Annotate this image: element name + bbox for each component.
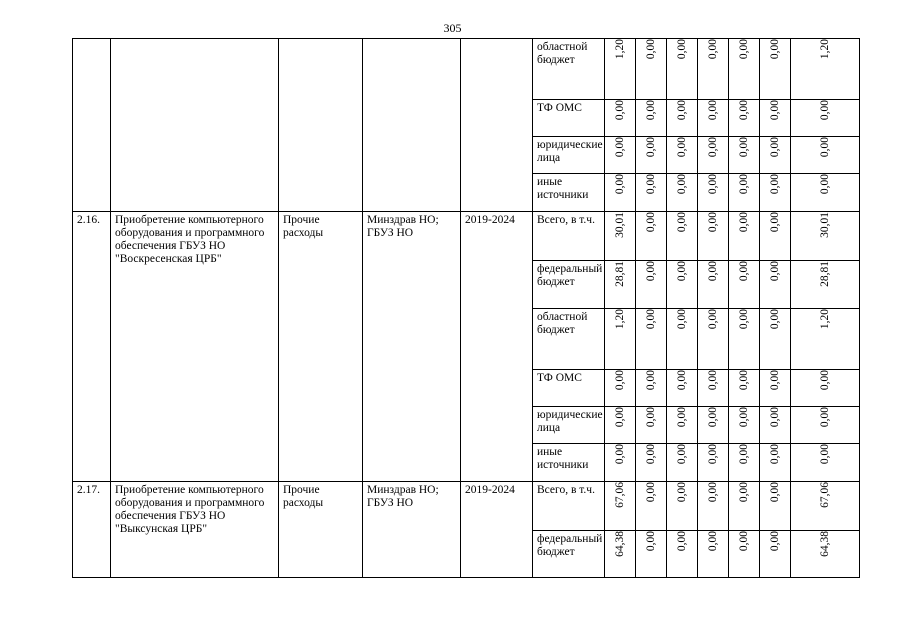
measure-name-cell: [111, 39, 279, 212]
value-cell: 0,00: [605, 174, 636, 212]
value-cell: 0,00: [667, 444, 698, 482]
source-cell: федеральный бюджет: [533, 261, 605, 309]
total-cell: 0,00: [791, 100, 860, 137]
source-cell: Всего, в т.ч.: [533, 482, 605, 531]
number-cell: 2.17.: [73, 482, 111, 578]
value-cell: 0,00: [636, 407, 667, 444]
value-cell: 0,00: [636, 482, 667, 531]
total-cell: 0,00: [791, 444, 860, 482]
value-cell: 0,00: [760, 212, 791, 261]
value-cell: 0,00: [667, 212, 698, 261]
value-cell: 0,00: [698, 137, 729, 174]
value-cell: 0,00: [667, 482, 698, 531]
value-cell: 0,00: [667, 174, 698, 212]
total-cell: 30,01: [791, 212, 860, 261]
value-cell: 0,00: [667, 261, 698, 309]
value-cell: 0,00: [729, 137, 760, 174]
source-cell: областной бюджет: [533, 309, 605, 370]
page-number: 305: [443, 21, 462, 35]
value-cell: 0,00: [729, 407, 760, 444]
value-cell: 0,00: [636, 370, 667, 407]
value-cell: 0,00: [698, 482, 729, 531]
source-cell: Всего, в т.ч.: [533, 212, 605, 261]
number-cell: 2.16.: [73, 212, 111, 482]
value-cell: 0,00: [760, 39, 791, 100]
total-cell: 1,20: [791, 309, 860, 370]
value-cell: 1,20: [605, 39, 636, 100]
measure-name-cell: Приобретение компьютерного оборудования и программного обеспечения ГБУЗ НО "Выксунская ЦРБ": [111, 482, 279, 578]
value-cell: 0,00: [729, 212, 760, 261]
value-cell: 0,00: [698, 100, 729, 137]
source-cell: иные источники: [533, 444, 605, 482]
value-cell: 0,00: [698, 370, 729, 407]
value-cell: 0,00: [605, 137, 636, 174]
value-cell: 0,00: [729, 39, 760, 100]
value-cell: 0,00: [760, 137, 791, 174]
value-cell: 0,00: [729, 261, 760, 309]
value-cell: 0,00: [729, 444, 760, 482]
value-cell: 0,00: [698, 309, 729, 370]
value-cell: 0,00: [760, 370, 791, 407]
value-cell: 0,00: [605, 407, 636, 444]
value-cell: 0,00: [760, 444, 791, 482]
executor-cell: Минздрав НО; ГБУЗ НО: [363, 482, 461, 578]
value-cell: 0,00: [636, 212, 667, 261]
value-cell: 0,00: [636, 100, 667, 137]
value-cell: 0,00: [729, 100, 760, 137]
number-cell: [73, 39, 111, 212]
measure-name-cell: Приобретение компьютерного оборудования и программного обеспечения ГБУЗ НО "Воскресенская ЦРБ": [111, 212, 279, 482]
value-cell: 28,81: [605, 261, 636, 309]
value-cell: 0,00: [605, 100, 636, 137]
value-cell: 0,00: [729, 370, 760, 407]
total-cell: 0,00: [791, 370, 860, 407]
value-cell: 0,00: [636, 444, 667, 482]
value-cell: 0,00: [729, 174, 760, 212]
table-row: [73, 482, 860, 531]
value-cell: 0,00: [760, 531, 791, 578]
total-cell: 0,00: [791, 137, 860, 174]
value-cell: 0,00: [698, 261, 729, 309]
total-cell: 0,00: [791, 174, 860, 212]
value-cell: 0,00: [698, 407, 729, 444]
value-cell: 0,00: [636, 531, 667, 578]
value-cell: 0,00: [667, 370, 698, 407]
value-cell: 0,00: [667, 137, 698, 174]
value-cell: 0,00: [760, 309, 791, 370]
value-cell: 64,38: [605, 531, 636, 578]
source-cell: областной бюджет: [533, 39, 605, 100]
value-cell: 0,00: [698, 444, 729, 482]
source-cell: федеральный бюджет: [533, 531, 605, 578]
value-cell: 0,00: [729, 482, 760, 531]
value-cell: 0,00: [698, 39, 729, 100]
value-cell: 30,01: [605, 212, 636, 261]
executor-cell: [363, 39, 461, 212]
value-cell: 0,00: [636, 309, 667, 370]
period-cell: 2019-2024: [461, 482, 533, 578]
value-cell: 0,00: [698, 212, 729, 261]
budget-table: [72, 38, 860, 578]
value-cell: 0,00: [729, 309, 760, 370]
total-cell: 67,06: [791, 482, 860, 531]
value-cell: 0,00: [760, 174, 791, 212]
expense-type-cell: Прочие расходы: [279, 482, 363, 578]
value-cell: 0,00: [605, 370, 636, 407]
value-cell: 1,20: [605, 309, 636, 370]
table-row: [73, 212, 860, 261]
value-cell: 0,00: [760, 407, 791, 444]
value-cell: 0,00: [698, 174, 729, 212]
total-cell: 0,00: [791, 407, 860, 444]
executor-cell: Минздрав НО; ГБУЗ НО: [363, 212, 461, 482]
value-cell: 0,00: [667, 531, 698, 578]
period-cell: [461, 39, 533, 212]
value-cell: 0,00: [636, 261, 667, 309]
expense-type-cell: [279, 39, 363, 212]
value-cell: 0,00: [760, 100, 791, 137]
source-cell: ТФ ОМС: [533, 100, 605, 137]
value-cell: 0,00: [636, 39, 667, 100]
value-cell: 0,00: [636, 137, 667, 174]
value-cell: 0,00: [698, 531, 729, 578]
expense-type-cell: Прочие расходы: [279, 212, 363, 482]
total-cell: 1,20: [791, 39, 860, 100]
source-cell: иные источники: [533, 174, 605, 212]
value-cell: 0,00: [760, 482, 791, 531]
value-cell: 0,00: [729, 531, 760, 578]
period-cell: 2019-2024: [461, 212, 533, 482]
value-cell: 67,06: [605, 482, 636, 531]
source-cell: юридические лица: [533, 407, 605, 444]
value-cell: 0,00: [667, 100, 698, 137]
value-cell: 0,00: [667, 309, 698, 370]
source-cell: ТФ ОМС: [533, 370, 605, 407]
total-cell: 64,38: [791, 531, 860, 578]
table-row: [73, 39, 860, 100]
value-cell: 0,00: [636, 174, 667, 212]
value-cell: 0,00: [760, 261, 791, 309]
value-cell: 0,00: [605, 444, 636, 482]
value-cell: 0,00: [667, 407, 698, 444]
source-cell: юридические лица: [533, 137, 605, 174]
total-cell: 28,81: [791, 261, 860, 309]
value-cell: 0,00: [667, 39, 698, 100]
